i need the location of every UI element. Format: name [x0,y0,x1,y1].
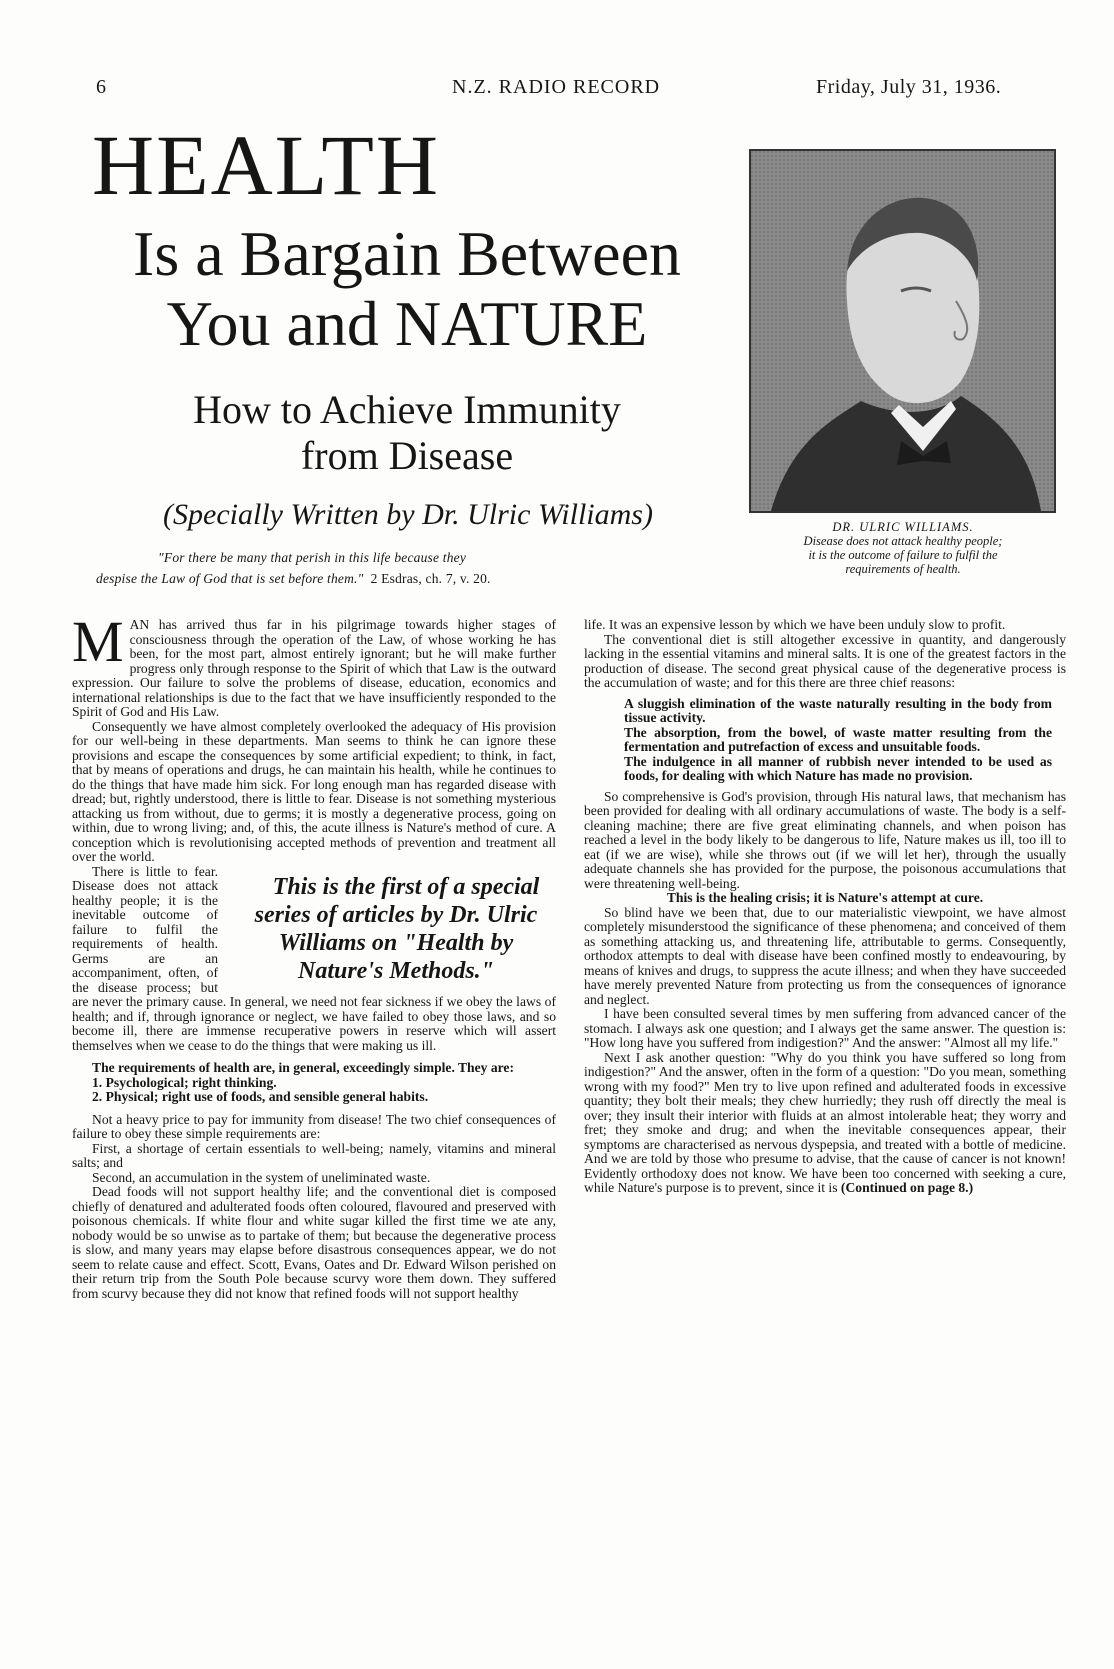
photo-caption-line2: it is the outcome of failure to fulfil the [808,548,998,562]
list-item: The indulgence in all manner of rubbish never intended to be used as foods, for dealing with which Nature has made no provision. [624,753,1052,783]
publication-name: N.Z. RADIO RECORD [452,76,661,98]
paragraph: Dead foods will not support healthy life; and the conventional diet is composed chiefly of denatured and adulterated foods often coloured, flavoured and preserved with poisonous chemicals. If white flour and white sugar killed the first time we ate any, nobody would be so unwise as to partake of them; but because the degenerative process is slow, and many years may elapse before disastrous consequences appear, we do not seem to relate cause and effect. Scott, Evans, Oates and Dr. Edward Wilson perished on their return trip from the South Pole because scurvy wore them down. They suffered from scurvy because they did not know that refined foods will not support healthy [72,1184,556,1301]
paragraph-opening [72,609,556,720]
paragraph: life. It was an expensive lesson by which we have been unduly slow to profit. [584,617,1006,632]
article-column-1 [72,609,556,1301]
epigraph-quote: despise the Law of God that is set before them." [96,571,364,586]
paragraph: Second, an accumulation in the system of uneliminated waste. [92,1169,431,1185]
paragraph: First, a shortage of certain essentials to well-being; namely, vitamins and mineral salts; and [72,1140,556,1170]
portrait-illustration [751,151,1054,511]
epigraph-reference: 2 Esdras, ch. 7, v. 20. [370,571,491,586]
photo-caption-line3: requirements of health. [845,562,961,576]
subheadline-line2: from Disease [300,433,514,478]
paragraph: I have been consulted several times by men suffering from advanced cancer of the stomach. I always ask one question; and I always get the same answer. The question is: "How long have you suffered from indigestion?" And the answer: "Almost all my life." [584,1006,1066,1050]
paragraph-with-pull-quote [72,865,556,1054]
drop-cap: M [72,609,124,674]
paragraph: So comprehensive is God's provision, through His natural laws, that mechanism has been provided for dealing with all ordinary accumulations of waste. The body is a self-cleaning machine; there are five great eliminating channels, and when poison has reached a level in the body likely to be dangerous to life, Nature makes us ill, too ill to eat (if we are wise), while she throws out (if we will let her), through the usually adequate channels she has provided for the purpose, the poisonous accumulations that were threatening well-being. [584,788,1066,891]
list-item: A sluggish elimination of the waste naturally resulting in the body from tissue activity. [624,695,1052,725]
paragraph [584,1051,1066,1196]
epigraph-line1: "For there be many that perish in this life because they [158,550,467,565]
paragraph-healing-crisis: This is the healing crisis; it is Nature's attempt at cure. [666,890,984,905]
photo-caption-name: DR. ULRIC WILLIAMS. [832,520,974,534]
paragraph: Not a heavy price to pay for immunity from disease! The two chief consequences of failure to obey these simple requirements are: [72,1111,556,1141]
paragraph-text: There is little to fear. Disease does not attack healthy people; it is the inevitable outcome of failure to fulfil the requirements of health. Germs are an accompaniment, often, of the disease process; but are never the primary cause. In general, we need not fear sickness if we obey the laws of health; and if, through ignorance or neglect, we have failed to obey those laws, and so become ill, there are immense recuperative powers in reserve which will assert themselves when we cease to do the things that were making us ill. [72,863,556,1053]
issue-date: Friday, July 31, 1936. [816,76,1002,98]
author-portrait-photo [749,149,1056,513]
continued-link[interactable]: (Continued on page 8.) [840,1180,974,1195]
paragraph-text: AN has arrived thus far in his pilgrimage towards higher stages of consciousness through the operation of the Law, of whose working he has been, for the most part, almost entirely ignorant; but he will make further progress only through response to the Spirit of which that Law is the outward expression. Our failure to solve the problems of disease, education, economics and international relationships is due to the fact that we have insufficiently responded to the Spirit of God and His Law. [72,617,556,719]
paragraph: Consequently we have almost completely overlooked the adequacy of His provision for our well-being in these departments. Man seems to think he can ignore these provisions and escape the consequences by some artificial expedient; to think, in fact, that by means of operations and drugs, he can maintain his health, while he continues to do the things that have made him sick. For long enough man has regarded disease with dread; but, rightly understood, there is little to fear. Disease is not something mysterious attacking us from without, due to germs; it is mostly a degenerative process, going on within, due to wrong living; and, of this, the acute illness is Nature's method of cure. A conception which is revolutionising accepted methods of prevention and treatment all over the world. [72,718,556,864]
byline: (Specially Written by Dr. Ulric Williams) [163,498,653,531]
headline-health: HEALTH [92,117,441,213]
headline-line3: You and NATURE [166,288,648,359]
list-item: The absorption, from the bowel, of waste matter resulting from the fermentation and putrefaction of excess and unsuitable foods. [624,724,1052,754]
list-item: 2. Physical; right use of foods, and sensible general habits. [92,1089,429,1104]
paragraph-text: Next I ask another question: "Why do you think you have suffered so long from indigestion?" And the answer, often in the form of a question: "Do you mean, something wrong with my food?" Men try to live upon refined and adulterated foods in excessive quantity; they bolt their meals; they chew hurriedly; they rush off directly the meal is over; they insult their interior with fluids at an almost intolerable heat; they worry and fret; they smoke and drug; and when the inevitable consequences appear, their symptoms are characterised as nervous dyspepsia, and treated with a bottle of medicine. And we are told by those who presume to advise, that the cause of cancer is not known! Evidently orthodoxy does not know. We have been too concerned with seeking a cure, while Nature's purpose is to prevent, since it is [584,1049,1066,1195]
reasons-list [584,697,1066,784]
list-item: 1. Psychological; right thinking. [92,1074,277,1090]
subheadline-line1: How to Achieve Immunity [193,387,621,432]
paragraph-requirements: The requirements of health are, in general, exceedingly simple. They are: [92,1060,514,1075]
pull-quote: This is the first of a special series of articles by Dr. Ulric Williams on "Health by Nature's Methods." [254,873,540,984]
article-column-2 [584,618,1066,1196]
paragraph: The conventional diet is still altogether excessive in quantity, and dangerously lacking in the essential vitamins and mineral salts. It is one of the greatest factors in the production of disease. The second great physical cause of the degenerative process is the accumulation of waste; and for this there are three chief reasons: [584,631,1066,690]
epigraph-line2 [96,571,491,587]
headline-line2: Is a Bargain Between [133,218,681,289]
paragraph: So blind have we been that, due to our materialistic viewpoint, we have almost completely misunderstood the significance of these phenomena; and conceived of them as something attacking us, and threatening life, attributable to germs. Consequently, orthodox attempts to deal with disease have been confined mostly to endeavouring, by means of knives and drugs, to suppress the acute illness; and when they have succeeded have merely prevented Nature from protecting us from the consequences of ignorance and neglect. [584,904,1066,1007]
page-number: 6 [96,76,107,98]
photo-caption-line1: Disease does not attack healthy people; [803,534,1003,548]
